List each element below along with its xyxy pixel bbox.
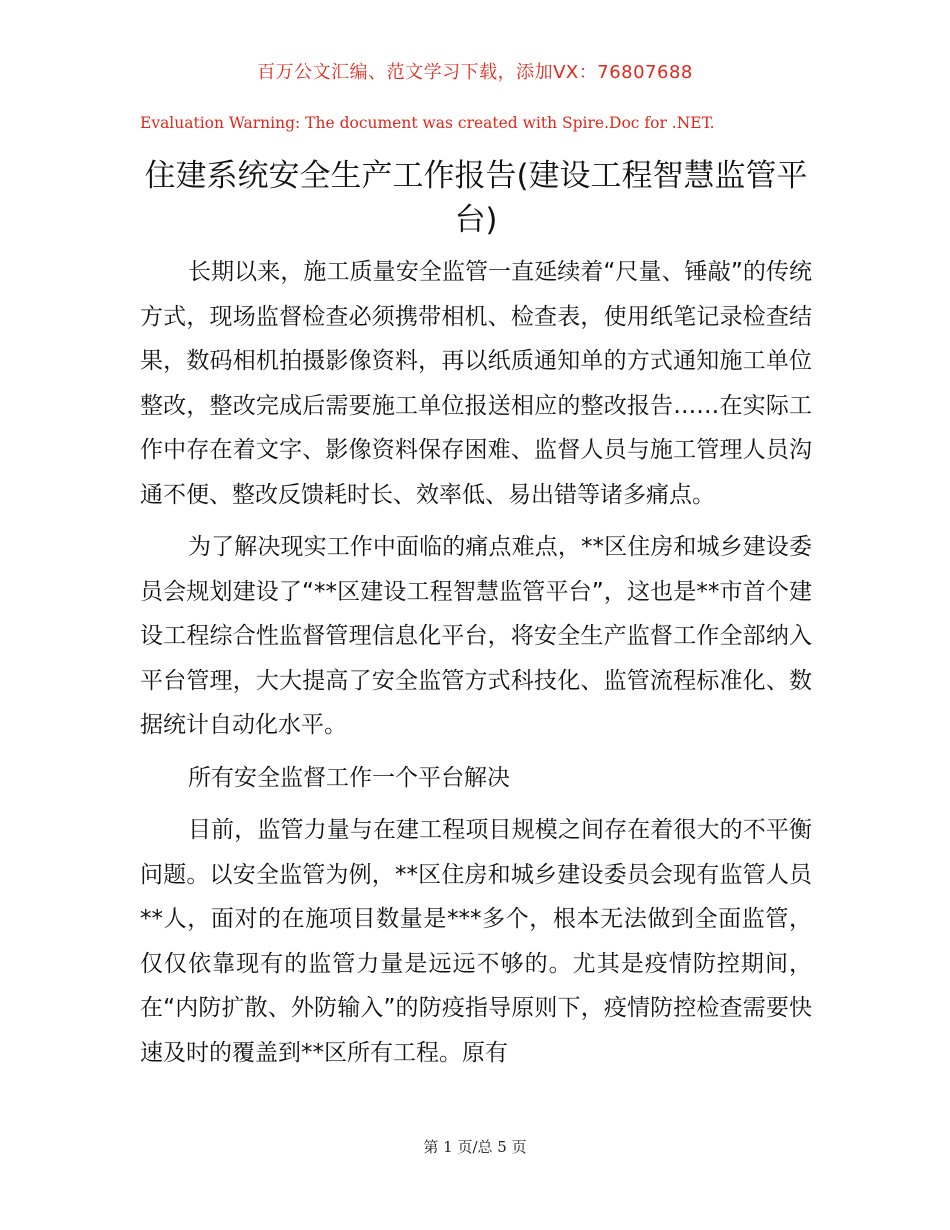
document-body xyxy=(140,250,812,1075)
paragraph-platform-intro: 为了解决现实工作中面临的痛点难点，**区住房和城乡建设委员会规划建设了“**区建设工程智慧监管平台”，这也是**市首个建设工程综合性监督管理信息化平台，将安全生产监督工作全部纳入平台管理，大大提高了安全监管方式科技化、监管流程标准化、数据统计自动化水平。 xyxy=(140,534,812,738)
section-heading: 所有安全监督工作一个平台解决 xyxy=(188,764,510,791)
promo-banner: 百万公文汇编、范文学习下载，添加VX：76807688 xyxy=(257,62,693,83)
page-number-footer: 第 1 页/总 5 页 xyxy=(423,1138,527,1156)
paragraph-current-status: 目前，监管力量与在建工程项目规模之间存在着很大的不平衡问题。以安全监管为例，**区住房和城乡建设委员会现有监管人员**人，面对的在施项目数量是***多个，根本无法做到全面监管，仅仅依靠现有的监管力量是远远不够的。尤其是疫情防控期间，在“内防扩散、外防输入”的防疫指导原则下，疫情防控检查需要快速及时的覆盖到**区所有工程。原有 xyxy=(140,817,812,1066)
paragraph-background: 长期以来，施工质量安全监管一直延续着“尺量、锤敲”的传统方式，现场监督检查必须携带相机、检查表，使用纸笔记录检查结果，数码相机拍摄影像资料，再以纸质通知单的方式通知施工单位整改，整改完成后需要施工单位报送相应的整改报告……在实际工作中存在着文字、影像资料保存困难、监督人员与施工管理人员沟通不便、整改反馈耗时长、效率低、易出错等诸多痛点。 xyxy=(140,259,812,508)
document-title: 住建系统安全生产工作报告(建设工程智慧监管平台) xyxy=(144,158,808,238)
evaluation-warning: Evaluation Warning: The document was created with Spire.Doc for .NET. xyxy=(140,114,715,132)
